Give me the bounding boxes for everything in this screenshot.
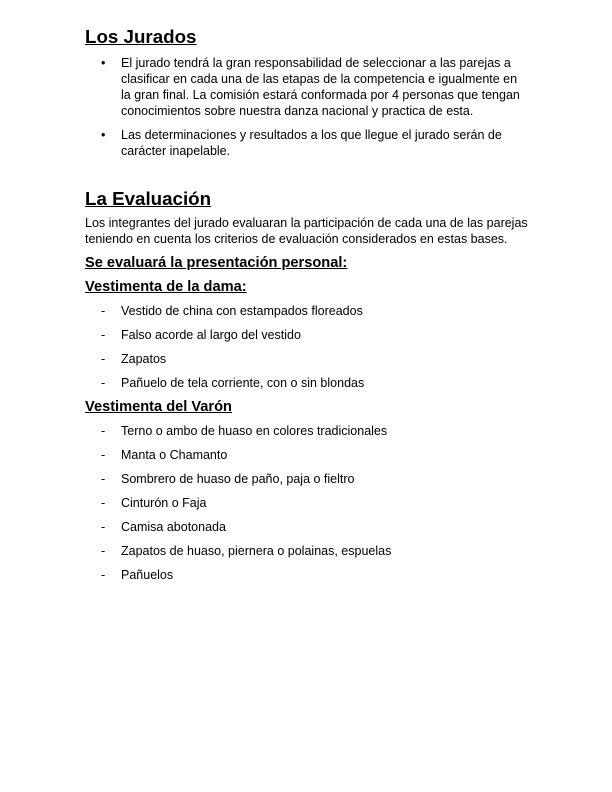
bullet-marker: • — [101, 56, 106, 70]
list-item-text: Las determinaciones y resultados a los que llegue el jurado serán de carácter inapelable. — [121, 128, 502, 158]
list-item-text: Sombrero de huaso de paño, paja o fieltro — [121, 472, 355, 486]
dash-marker: - — [101, 496, 106, 510]
list-item-text: Terno o ambo de huaso en colores tradicionales — [121, 424, 388, 438]
bullet-marker: • — [101, 128, 106, 142]
list-item — [85, 471, 530, 487]
evaluacion-paragraph: Los integrantes del jurado evaluaran la participación de cada una de las parejas teniendo en cuenta los criterios de evaluación considerados en estas bases. — [85, 216, 528, 246]
list-item — [85, 567, 530, 583]
section-subheading-presentacion: Se evaluará la presentación personal: — [85, 255, 348, 271]
list-item-text: Zapatos — [121, 352, 167, 366]
list-item — [85, 423, 530, 439]
list-item — [85, 447, 530, 463]
dash-marker: - — [101, 568, 106, 582]
section-heading-evaluacion: La Evaluación — [85, 188, 212, 209]
list-item-text: Manta o Chamanto — [121, 448, 228, 462]
section-heading-dama: Vestimenta de la dama: — [85, 279, 247, 295]
dash-marker: - — [101, 520, 106, 534]
list-item-text: Cinturón o Faja — [121, 496, 207, 510]
list-item — [85, 519, 530, 535]
list-item — [85, 127, 530, 159]
dash-marker: - — [101, 304, 106, 318]
jurados-bullet-list — [85, 55, 530, 159]
list-item-text: Pañuelos — [121, 568, 174, 582]
varon-list — [85, 423, 530, 583]
list-item-text: Zapatos de huaso, piernera o polainas, espuelas — [121, 544, 392, 558]
document-page — [85, 26, 530, 583]
dash-marker: - — [101, 424, 106, 438]
list-item-text: El jurado tendrá la gran responsabilidad de seleccionar a las parejas a clasificar en cada una de las etapas de la competencia e igualmente en la gran final. La comisión estará conformada por 4 personas que tengan conocimientos sobre nuestra danza nacional y practica de esta. — [121, 56, 520, 118]
dash-marker: - — [101, 352, 106, 366]
list-item — [85, 375, 530, 391]
dash-marker: - — [101, 472, 106, 486]
list-item-text: Vestido de china con estampados floreados — [121, 304, 363, 318]
section-heading-varon: Vestimenta del Varón — [85, 399, 232, 415]
dash-marker: - — [101, 448, 106, 462]
list-item — [85, 543, 530, 559]
list-item-text: Camisa abotonada — [121, 520, 226, 534]
list-item — [85, 55, 530, 119]
list-item — [85, 327, 530, 343]
dash-marker: - — [101, 544, 106, 558]
list-item — [85, 495, 530, 511]
section-heading-jurados: Los Jurados — [85, 26, 197, 47]
dash-marker: - — [101, 376, 106, 390]
list-item — [85, 351, 530, 367]
list-item-text: Falso acorde al largo del vestido — [121, 328, 301, 342]
dash-marker: - — [101, 328, 106, 342]
dama-list — [85, 303, 530, 391]
list-item-text: Pañuelo de tela corriente, con o sin blondas — [121, 376, 365, 390]
list-item — [85, 303, 530, 319]
